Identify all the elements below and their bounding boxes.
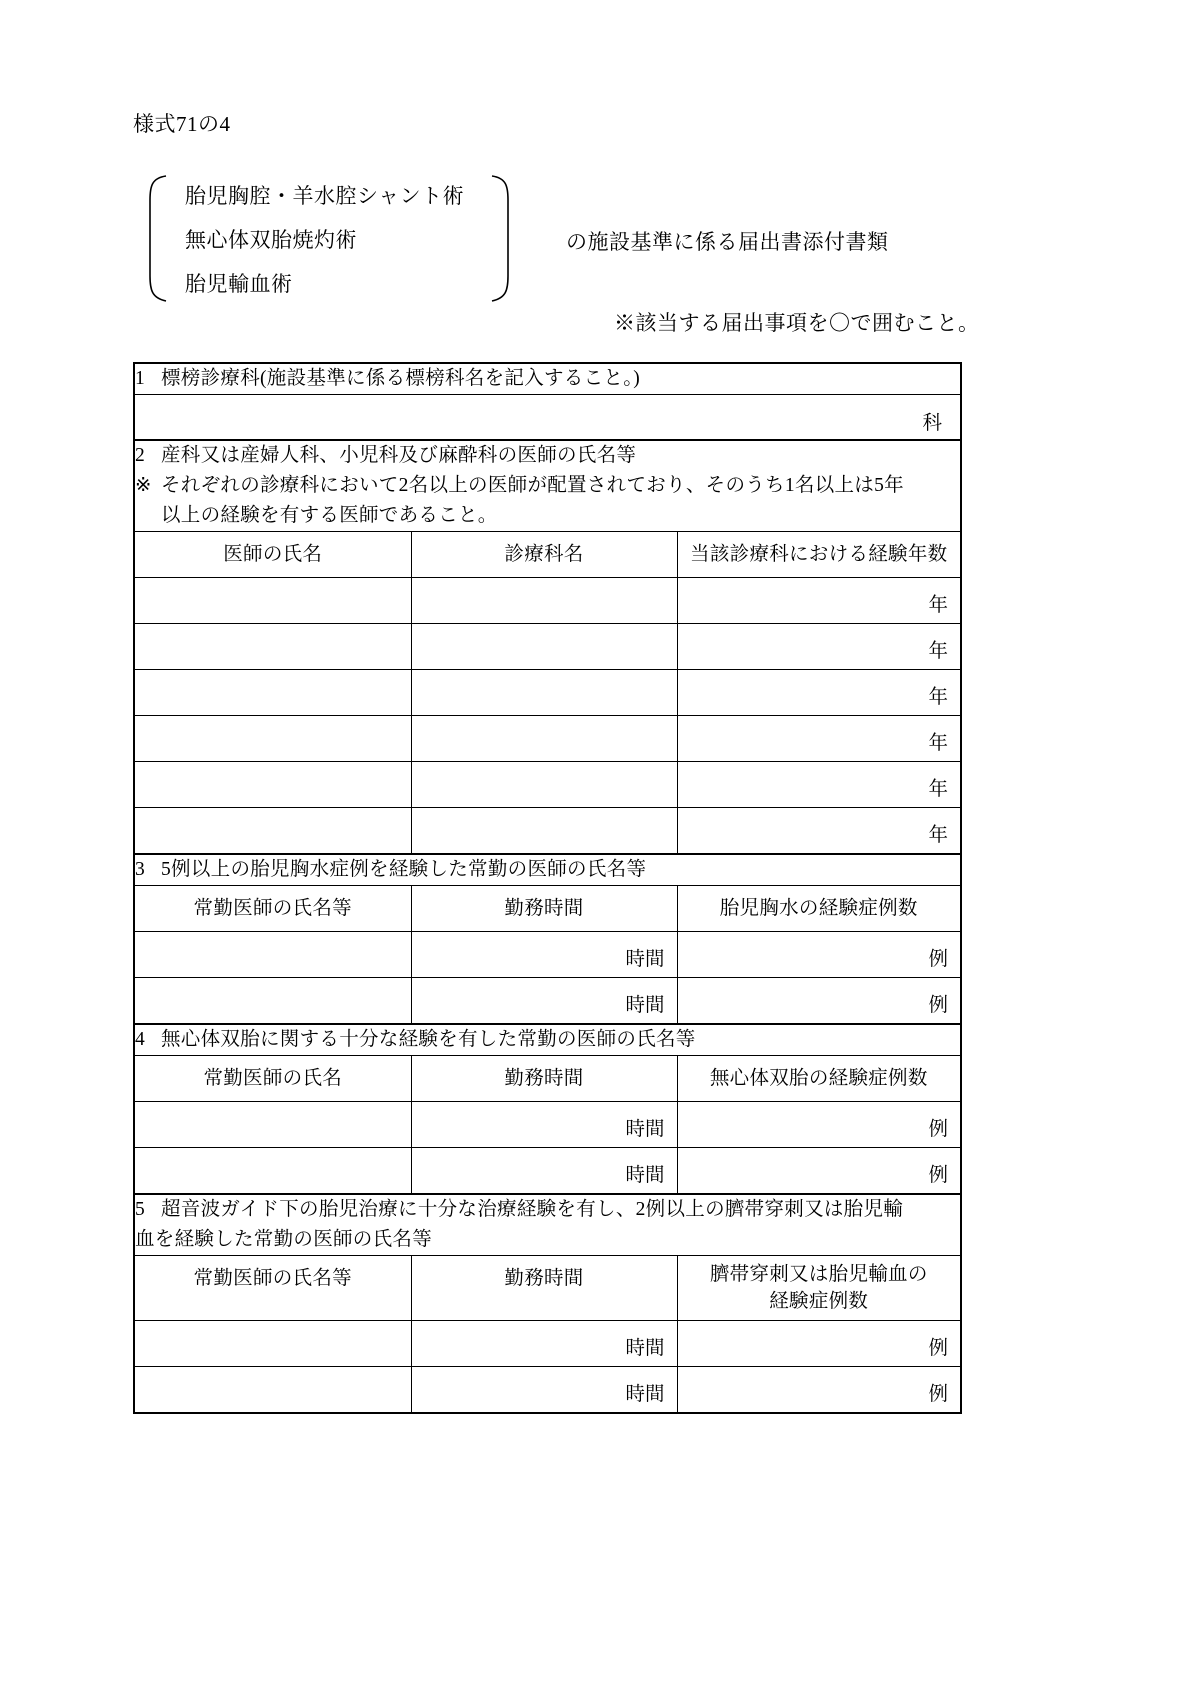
section-5-row-2-hours[interactable] <box>411 1367 677 1414</box>
section-2-heading-line <box>135 441 960 471</box>
unit-hour: 時間 <box>625 1338 665 1359</box>
unit-case: 例 <box>928 995 948 1016</box>
section-2-row-1-years[interactable] <box>677 578 961 624</box>
section-5-col-cases-line-1: 臍帯穿刺又は胎児輸血の <box>709 1264 928 1285</box>
section-3-col-cases: 胎児胸水の経験症例数 <box>677 886 961 932</box>
unit-hour: 時間 <box>625 1119 665 1140</box>
section-3-heading-text: 5例以上の胎児胸水症例を経験した常勤の医師の氏名等 <box>161 859 647 880</box>
section-2-row-4-years[interactable] <box>677 716 961 762</box>
section-4-col-cases: 無心体双胎の経験症例数 <box>677 1056 961 1102</box>
unit-case: 例 <box>928 1165 948 1186</box>
section-4-column-header-row <box>134 1056 961 1102</box>
section-3-heading-row <box>134 854 961 886</box>
table-row[interactable] <box>134 1102 961 1148</box>
unit-year: 年 <box>928 779 948 800</box>
section-2-note-line-2: 以上の経験を有する医師であること。 <box>161 505 498 526</box>
table-row[interactable] <box>134 932 961 978</box>
section-5-row-2-cases[interactable] <box>677 1367 961 1414</box>
standard-department-input[interactable] <box>134 395 961 441</box>
section-1-heading-text: 標榜診療科(施設基準に係る標榜科名を記入すること。) <box>161 368 641 389</box>
section-3-row-1-name[interactable] <box>134 932 411 978</box>
unit-year: 年 <box>928 825 948 846</box>
unit-hour: 時間 <box>625 995 665 1016</box>
section-4-col-name: 常勤医師の氏名 <box>134 1056 411 1102</box>
circle-instruction-note: ※該当する届出事項を〇で囲むこと。 <box>614 311 980 335</box>
unit-case: 例 <box>928 1119 948 1140</box>
table-row[interactable] <box>134 808 961 855</box>
section-5-row-1-name[interactable] <box>134 1321 411 1367</box>
unit-case: 例 <box>928 949 948 970</box>
section-2-row-6-name[interactable] <box>134 808 411 855</box>
unit-year: 年 <box>928 733 948 754</box>
section-4-row-1-name[interactable] <box>134 1102 411 1148</box>
section-4-number: 4 <box>135 1029 146 1050</box>
section-5-row-1-cases[interactable] <box>677 1321 961 1367</box>
section-1-input-row[interactable] <box>134 395 961 441</box>
section-5-col-cases <box>677 1256 961 1321</box>
section-5-col-cases-line-2: 経験症例数 <box>769 1291 869 1312</box>
section-2-heading <box>134 440 961 532</box>
section-5-row-2-name[interactable] <box>134 1367 411 1414</box>
section-1-heading-row <box>134 363 961 395</box>
section-5-heading-text-1: 超音波ガイド下の胎児治療に十分な治療経験を有し、2例以上の臍帯穿刺又は胎児輸 <box>161 1199 904 1220</box>
section-5-column-header-row <box>134 1256 961 1321</box>
section-4-row-2-name[interactable] <box>134 1148 411 1195</box>
section-5-heading-row <box>134 1194 961 1256</box>
section-2-row-4-department[interactable] <box>411 716 677 762</box>
section-5-col-name: 常勤医師の氏名等 <box>134 1256 411 1321</box>
table-row[interactable] <box>134 1367 961 1414</box>
section-3-column-header-row <box>134 886 961 932</box>
section-2-row-1-name[interactable] <box>134 578 411 624</box>
table-row[interactable] <box>134 716 961 762</box>
section-3-row-1-cases[interactable] <box>677 932 961 978</box>
section-2-row-1-department[interactable] <box>411 578 677 624</box>
section-3-row-2-cases[interactable] <box>677 978 961 1025</box>
section-1-unit: 科 <box>922 413 942 434</box>
section-2-note-mark: ※ <box>135 475 152 496</box>
unit-hour: 時間 <box>625 1165 665 1186</box>
unit-hour: 時間 <box>625 949 665 970</box>
section-5-heading <box>134 1194 961 1256</box>
section-2-row-3-department[interactable] <box>411 670 677 716</box>
section-4-row-2-hours[interactable] <box>411 1148 677 1195</box>
section-3-row-2-hours[interactable] <box>411 978 677 1025</box>
section-2-row-3-name[interactable] <box>134 670 411 716</box>
procedure-list <box>185 174 515 306</box>
table-row[interactable] <box>134 978 961 1025</box>
table-row[interactable] <box>134 1148 961 1195</box>
section-3-heading <box>134 854 961 886</box>
section-2-row-5-years[interactable] <box>677 762 961 808</box>
procedure-item-2: 無心体双胎焼灼術 <box>185 228 357 252</box>
table-row[interactable] <box>134 1321 961 1367</box>
section-2-row-4-name[interactable] <box>134 716 411 762</box>
section-2-col-department: 診療科名 <box>411 532 677 578</box>
section-2-row-3-years[interactable] <box>677 670 961 716</box>
section-3-number: 3 <box>135 859 146 880</box>
procedure-item-1: 胎児胸腔・羊水腔シャント術 <box>185 184 465 208</box>
section-4-heading <box>134 1024 961 1056</box>
unit-case: 例 <box>928 1338 948 1359</box>
section-2-row-6-years[interactable] <box>677 808 961 855</box>
section-5-heading-line-2: 血を経験した常勤の医師の氏名等 <box>135 1229 433 1250</box>
section-5-col-hours: 勤務時間 <box>411 1256 677 1321</box>
table-row[interactable] <box>134 624 961 670</box>
section-4-row-1-cases[interactable] <box>677 1102 961 1148</box>
unit-case: 例 <box>928 1384 948 1405</box>
table-row[interactable] <box>134 762 961 808</box>
section-3-row-1-hours[interactable] <box>411 932 677 978</box>
section-1-number: 1 <box>135 368 146 389</box>
unit-year: 年 <box>928 687 948 708</box>
section-4-heading-row <box>134 1024 961 1056</box>
section-4-row-1-hours[interactable] <box>411 1102 677 1148</box>
section-3-col-name: 常勤医師の氏名等 <box>134 886 411 932</box>
section-4-col-hours: 勤務時間 <box>411 1056 677 1102</box>
section-2-col-years: 当該診療科における経験年数 <box>677 532 961 578</box>
section-2-col-doctor-name: 医師の氏名 <box>134 532 411 578</box>
section-4-row-2-cases[interactable] <box>677 1148 961 1195</box>
section-2-row-6-department[interactable] <box>411 808 677 855</box>
section-2-note-line-1 <box>135 471 960 501</box>
section-3-col-hours: 勤務時間 <box>411 886 677 932</box>
procedure-item-3: 胎児輸血術 <box>185 272 293 296</box>
section-2-number: 2 <box>135 445 146 466</box>
section-2-note-text-1: それぞれの診療科において2名以上の医師が配置されており、そのうち1名以上は5年 <box>161 475 904 496</box>
section-2-row-2-name[interactable] <box>134 624 411 670</box>
table-row[interactable] <box>134 578 961 624</box>
section-2-row-5-department[interactable] <box>411 762 677 808</box>
section-5-number: 5 <box>135 1199 146 1220</box>
section-2-row-5-name[interactable] <box>134 762 411 808</box>
section-4-heading-text: 無心体双胎に関する十分な経験を有した常勤の医師の氏名等 <box>161 1029 696 1050</box>
section-1-heading <box>134 363 961 395</box>
section-5-heading-line-1 <box>135 1195 960 1225</box>
form-number: 様式71の4 <box>133 112 231 136</box>
unit-year: 年 <box>928 595 948 616</box>
section-2-heading-row <box>134 440 961 532</box>
unit-hour: 時間 <box>625 1384 665 1405</box>
unit-year: 年 <box>928 641 948 662</box>
procedure-brace-group <box>140 170 530 305</box>
section-2-row-2-department[interactable] <box>411 624 677 670</box>
section-2-heading-text: 産科又は産婦人科、小児科及び麻酔科の医師の氏名等 <box>161 445 637 466</box>
document-title-tail: の施設基準に係る届出書添付書類 <box>566 230 889 254</box>
section-2-column-header-row <box>134 532 961 578</box>
table-row[interactable] <box>134 670 961 716</box>
section-3-row-2-name[interactable] <box>134 978 411 1025</box>
form-table <box>133 362 962 1414</box>
section-2-row-2-years[interactable] <box>677 624 961 670</box>
section-5-row-1-hours[interactable] <box>411 1321 677 1367</box>
